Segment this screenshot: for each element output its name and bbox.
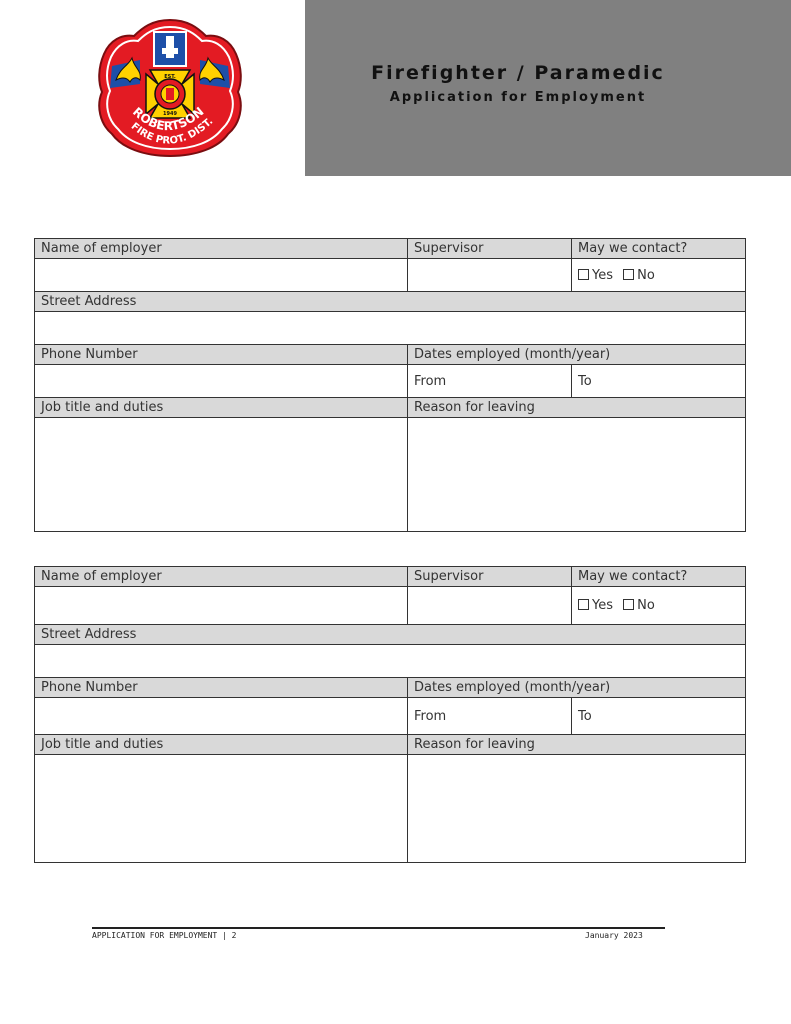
duties-field[interactable] <box>35 755 408 863</box>
page-title: Firefighter / Paramedic <box>371 62 665 84</box>
from-label: From <box>414 373 447 389</box>
phone-label: Phone Number <box>35 678 408 698</box>
supervisor-field[interactable] <box>408 587 572 625</box>
to-field[interactable] <box>572 365 746 398</box>
phone-field[interactable] <box>35 698 408 735</box>
no-checkbox[interactable] <box>623 599 634 610</box>
street-address-field[interactable] <box>35 645 746 678</box>
yes-label: Yes <box>592 267 613 283</box>
street-address-field[interactable] <box>35 312 746 345</box>
contact-label: May we contact? <box>572 567 746 587</box>
to-label: To <box>578 708 592 724</box>
employer-name-field[interactable] <box>35 587 408 625</box>
duties-label: Job title and duties <box>35 398 408 418</box>
svg-text:FIRE PROT. DIST.: FIRE PROT. DIST. <box>128 115 216 147</box>
employer-name-field[interactable] <box>35 259 408 292</box>
yes-checkbox[interactable] <box>578 599 589 610</box>
reason-label: Reason for leaving <box>408 398 746 418</box>
contact-label: May we contact? <box>572 239 746 259</box>
no-checkbox[interactable] <box>623 269 634 280</box>
from-field[interactable] <box>408 365 572 398</box>
street-address-label: Street Address <box>35 625 746 645</box>
fire-district-logo <box>96 18 244 158</box>
contact-options <box>572 587 746 625</box>
supervisor-label: Supervisor <box>408 567 572 587</box>
page-subtitle: Application for Employment <box>389 90 647 105</box>
duties-label: Job title and duties <box>35 735 408 755</box>
footer-page-label: APPLICATION FOR EMPLOYMENT | 2 <box>92 931 237 940</box>
employer-name-label: Name of employer <box>35 239 408 259</box>
reason-field[interactable] <box>408 418 746 532</box>
employer-name-label: Name of employer <box>35 567 408 587</box>
yes-checkbox[interactable] <box>578 269 589 280</box>
reason-label: Reason for leaving <box>408 735 746 755</box>
dates-label: Dates employed (month/year) <box>408 678 746 698</box>
employer-section-2 <box>34 566 746 863</box>
contact-options <box>572 259 746 292</box>
supervisor-label: Supervisor <box>408 239 572 259</box>
footer-date: January 2023 <box>585 931 643 940</box>
street-address-label: Street Address <box>35 292 746 312</box>
no-label: No <box>637 598 655 613</box>
svg-text:ROBERTSON: ROBERTSON <box>130 104 207 134</box>
to-label: To <box>578 373 592 389</box>
to-field[interactable] <box>572 698 746 735</box>
duties-field[interactable] <box>35 418 408 532</box>
supervisor-field[interactable] <box>408 259 572 292</box>
reason-field[interactable] <box>408 755 746 863</box>
dates-label: Dates employed (month/year) <box>408 345 746 365</box>
footer-rule <box>92 927 665 929</box>
header-band <box>305 0 791 176</box>
phone-field[interactable] <box>35 365 408 398</box>
from-field[interactable] <box>408 698 572 735</box>
employer-section-1 <box>34 238 746 532</box>
no-label: No <box>637 267 655 283</box>
phone-label: Phone Number <box>35 345 408 365</box>
from-label: From <box>414 708 447 724</box>
svg-text:EST.: EST. <box>164 74 176 80</box>
yes-label: Yes <box>592 598 613 613</box>
svg-text:1949: 1949 <box>163 111 177 117</box>
